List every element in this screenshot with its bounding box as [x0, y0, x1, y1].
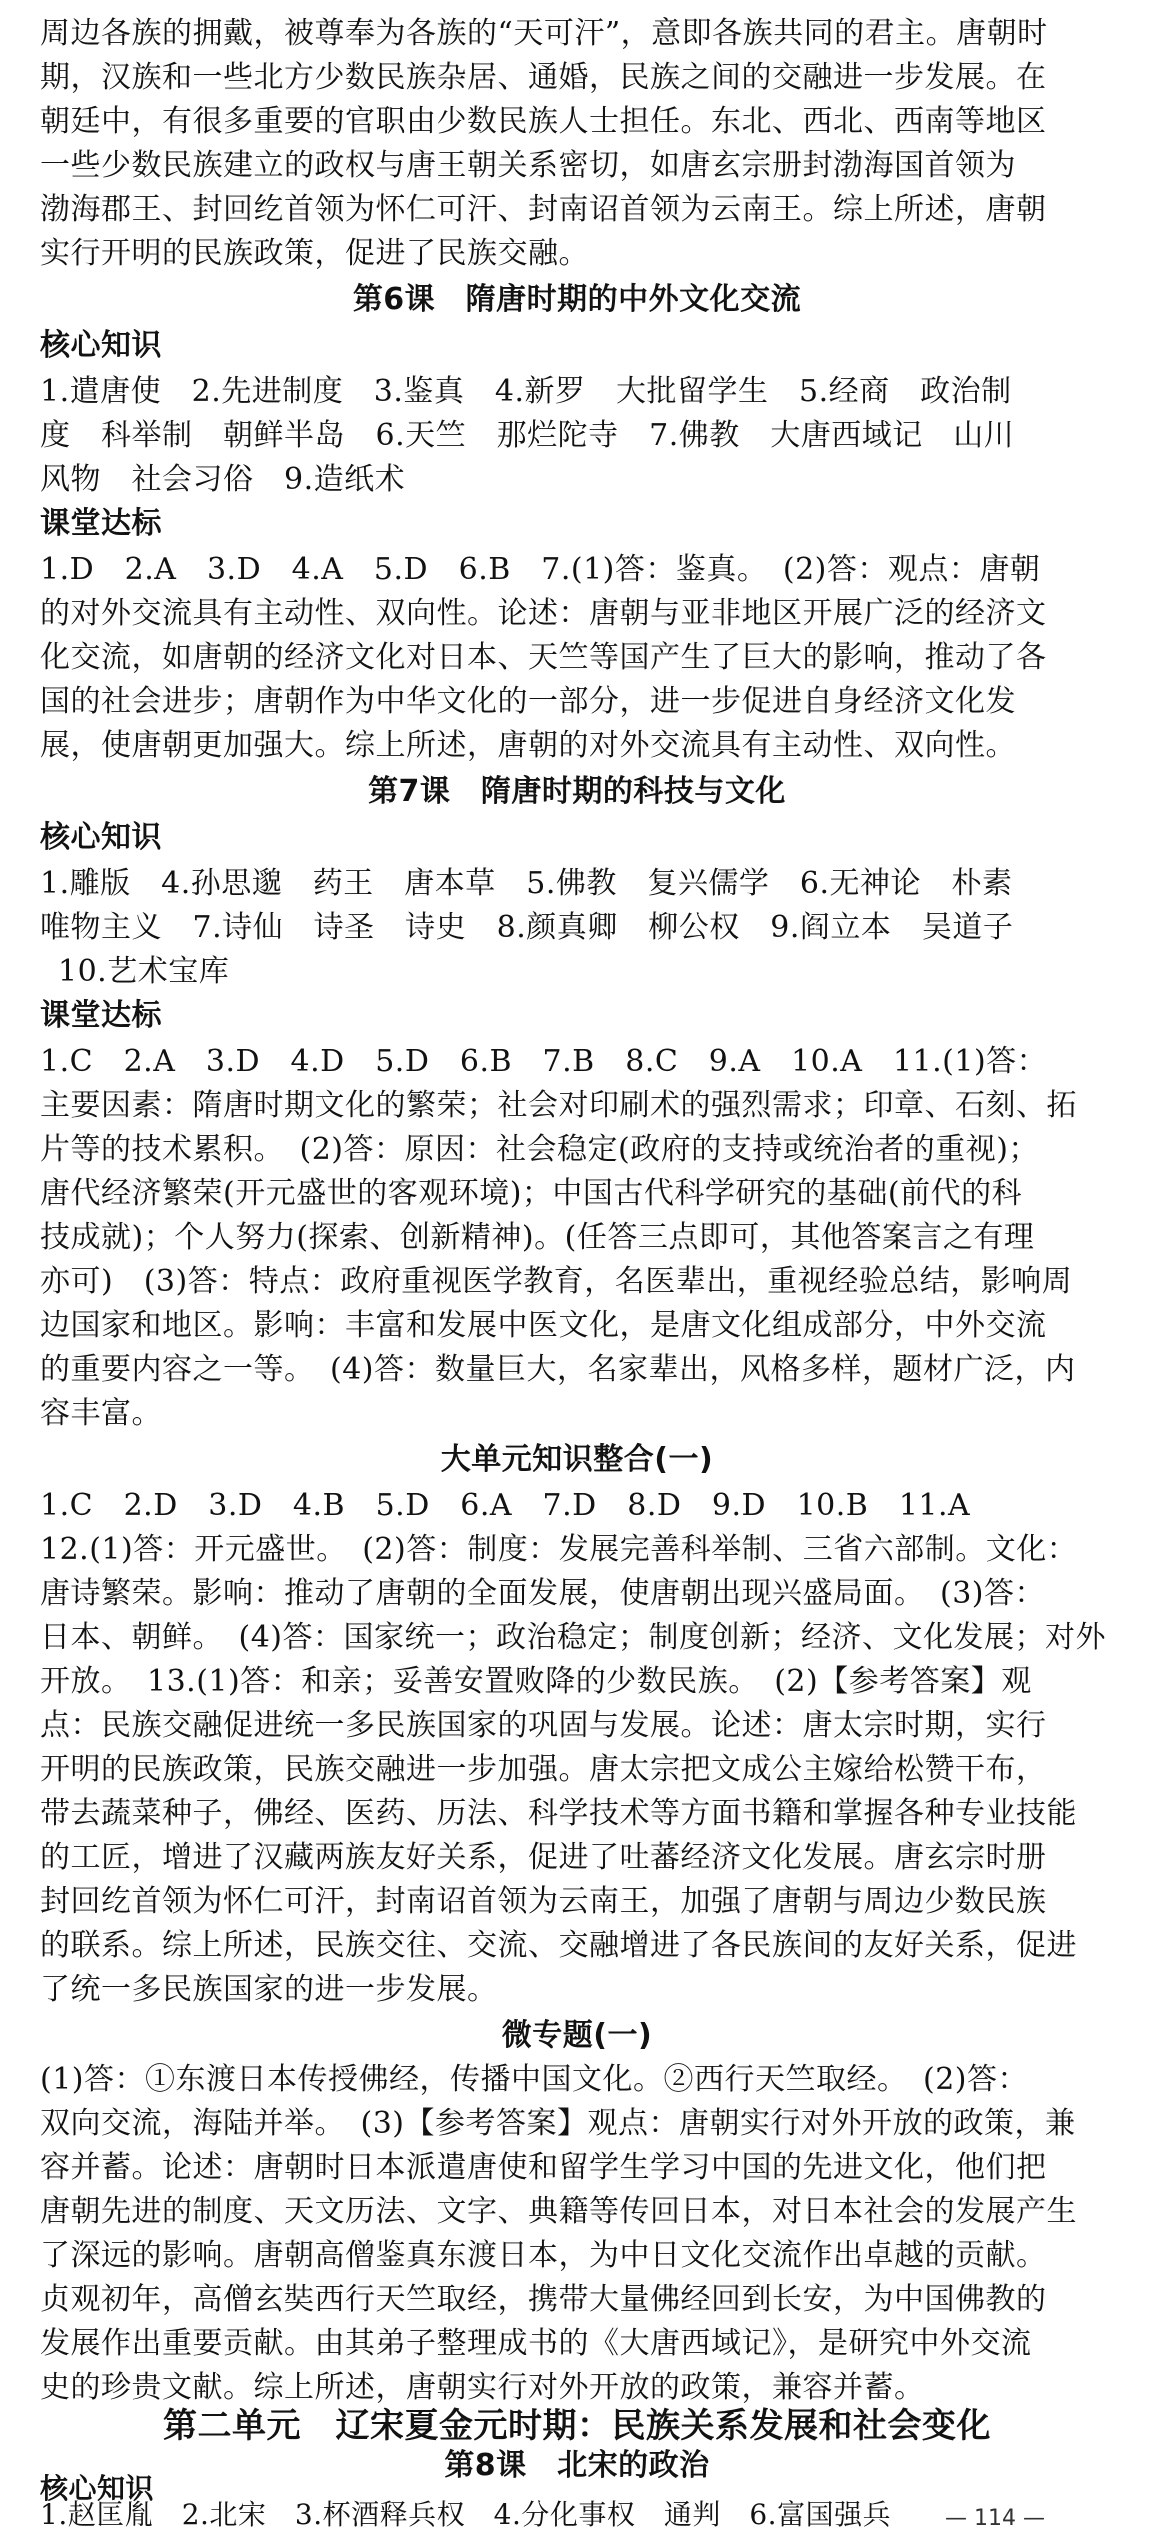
text-line: 12.(1)答：开元盛世。 (2)答：制度：发展完善科举制、三省六部制。文化： [40, 1532, 1078, 1567]
lesson-title: 第6课 隋唐时期的中外文化交流 [352, 282, 802, 317]
text-line: 的联系。综上所述，民族交往、交流、交融增进了各民族间的友好关系，促进 [40, 1928, 1077, 1963]
text-line: 发展作出重要贡献。由其弟子整理成书的《大唐西域记》，是研究中外交流 [40, 2326, 1032, 2361]
text-line: 技成就)；个人努力(探索、创新精神)。(任答三点即可，其他答案言之有理 [40, 1220, 1035, 1255]
text-line: 日本、朝鲜。 (4)答：国家统一；政治稳定；制度创新；经济、文化发展；对外 [40, 1620, 1106, 1655]
text-line: 史的珍贵文献。综上所述，唐朝实行对外开放的政策，兼容并蓄。 [40, 2370, 925, 2405]
text-line: 渤海郡王、封回纥首领为怀仁可汗、封南诏首领为云南王。综上所述，唐朝 [40, 192, 1047, 227]
text-line: 1.遣唐使 2.先进制度 3.鉴真 4.新罗 大批留学生 5.经商 政治制 [40, 374, 1012, 409]
special-topic-title: 微专题(一) [501, 2018, 653, 2053]
lesson-title: 第7课 隋唐时期的科技与文化 [368, 774, 786, 809]
text-line: 容丰富。 [40, 1396, 162, 1431]
text-line: 了深远的影响。唐朝高僧鉴真东渡日本，为中日文化交流作出卓越的贡献。 [40, 2238, 1047, 2273]
unit-title: 第二单元 辽宋夏金元时期：民族关系发展和社会变化 [163, 2406, 991, 2446]
section-heading: 核心知识 [40, 2474, 155, 2504]
text-line: 国的社会进步；唐朝作为中华文化的一部分，进一步促进自身经济文化发 [40, 684, 1016, 719]
lesson-title: 第8课 北宋的政治 [444, 2448, 710, 2483]
text-line: 度 科举制 朝鲜半岛 6.天竺 那烂陀寺 7.佛教 大唐西域记 山川 [40, 418, 1015, 453]
text-line: 1.C 2.A 3.D 4.D 5.D 6.B 7.B 8.C 9.A 10.A 11.(1)答： [40, 1044, 1048, 1079]
page-number: — 114 — [945, 2506, 1045, 2531]
text-line: 10.艺术宝库 [58, 954, 230, 989]
text-line: 了统一多民族国家的进一步发展。 [40, 1972, 498, 2007]
text-line: 主要因素：隋唐时期文化的繁荣；社会对印刷术的强烈需求；印章、石刻、拓 [40, 1088, 1077, 1123]
text-line: 朝廷中，有很多重要的官职由少数民族人士担任。东北、西北、西南等地区 [40, 104, 1047, 139]
text-line: 1.赵匡胤 2.北宋 3.杯酒释兵权 4.分化事权 通判 6.富国强兵 [40, 2500, 892, 2530]
text-line: (1)答：①东渡日本传授佛经，传播中国文化。②西行天竺取经。 (2)答： [40, 2062, 1028, 2097]
text-line: 亦可) (3)答：特点：政府重视医学教育，名医辈出，重视经验总结，影响周 [40, 1264, 1073, 1299]
text-line: 点：民族交融促进统一多民族国家的巩固与发展。论述：唐太宗时期，实行 [40, 1708, 1047, 1743]
text-line: 开放。 13.(1)答：和亲；妥善安置败降的少数民族。 (2)【参考答案】观 [40, 1664, 1032, 1699]
text-line: 实行开明的民族政策，促进了民族交融。 [40, 236, 589, 271]
text-line: 1.C 2.D 3.D 4.B 5.D 6.A 7.D 8.D 9.D 10.B 11.A [40, 1488, 971, 1523]
text-line: 唐代经济繁荣(开元盛世的客观环境)；中国古代科学研究的基础(前代的科 [40, 1176, 1023, 1211]
section-heading: 课堂达标 [40, 506, 162, 541]
text-line: 期，汉族和一些北方少数民族杂居、通婚，民族之间的交融进一步发展。在 [40, 60, 1047, 95]
text-line: 周边各族的拥戴，被尊奉为各族的“天可汗”，意即各族共同的君主。唐朝时 [40, 16, 1048, 51]
text-line: 片等的技术累积。 (2)答：原因：社会稳定(政府的支持或统治者的重视)； [40, 1132, 1039, 1167]
text-line: 边国家和地区。影响：丰富和发展中医文化，是唐文化组成部分，中外交流 [40, 1308, 1047, 1343]
section-heading: 核心知识 [40, 328, 162, 363]
text-line: 唐诗繁荣。影响：推动了唐朝的全面发展，使唐朝出现兴盛局面。 (3)答： [40, 1576, 1045, 1611]
text-line: 容并蓄。论述：唐朝时日本派遣唐使和留学生学习中国的先进文化，他们把 [40, 2150, 1047, 2185]
text-line: 1.D 2.A 3.D 4.A 5.D 6.B 7.(1)答：鉴真。 (2)答：观点：唐朝 [40, 552, 1041, 587]
section-heading: 课堂达标 [40, 998, 162, 1033]
text-line: 的工匠，增进了汉藏两族友好关系，促进了吐蕃经济文化发展。唐玄宗时册 [40, 1840, 1047, 1875]
unit-summary-title: 大单元知识整合(一) [440, 1442, 714, 1477]
text-line: 封回纥首领为怀仁可汗，封南诏首领为云南王，加强了唐朝与周边少数民族 [40, 1884, 1047, 1919]
text-line: 唐朝先进的制度、天文历法、文字、典籍等传回日本，对日本社会的发展产生 [40, 2194, 1077, 2229]
text-line: 的重要内容之一等。 (4)答：数量巨大，名家辈出，风格多样，题材广泛，内 [40, 1352, 1076, 1387]
text-line: 1.雕版 4.孙思邈 药王 唐本草 5.佛教 复兴儒学 6.无神论 朴素 [40, 866, 1013, 901]
text-line: 开明的民族政策，民族交融进一步加强。唐太宗把文成公主嫁给松赞干布， [40, 1752, 1047, 1787]
text-line: 唯物主义 7.诗仙 诗圣 诗史 8.颜真卿 柳公权 9.阎立本 吴道子 [40, 910, 1014, 945]
text-line: 化交流，如唐朝的经济文化对日本、天竺等国产生了巨大的影响，推动了各 [40, 640, 1047, 675]
text-line: 展，使唐朝更加强大。综上所述，唐朝的对外交流具有主动性、双向性。 [40, 728, 1016, 763]
text-line: 双向交流，海陆并举。 (3)【参考答案】观点：唐朝实行对外开放的政策，兼 [40, 2106, 1076, 2141]
text-line: 一些少数民族建立的政权与唐王朝关系密切，如唐玄宗册封渤海国首领为 [40, 148, 1016, 183]
text-line: 贞观初年，高僧玄奘西行天竺取经，携带大量佛经回到长安，为中国佛教的 [40, 2282, 1047, 2317]
text-line: 带去蔬菜种子，佛经、医药、历法、科学技术等方面书籍和掌握各种专业技能 [40, 1796, 1077, 1831]
section-heading: 核心知识 [40, 820, 162, 855]
text-line: 的对外交流具有主动性、双向性。论述：唐朝与亚非地区开展广泛的经济文 [40, 596, 1047, 631]
text-line: 风物 社会习俗 9.造纸术 [40, 462, 406, 497]
